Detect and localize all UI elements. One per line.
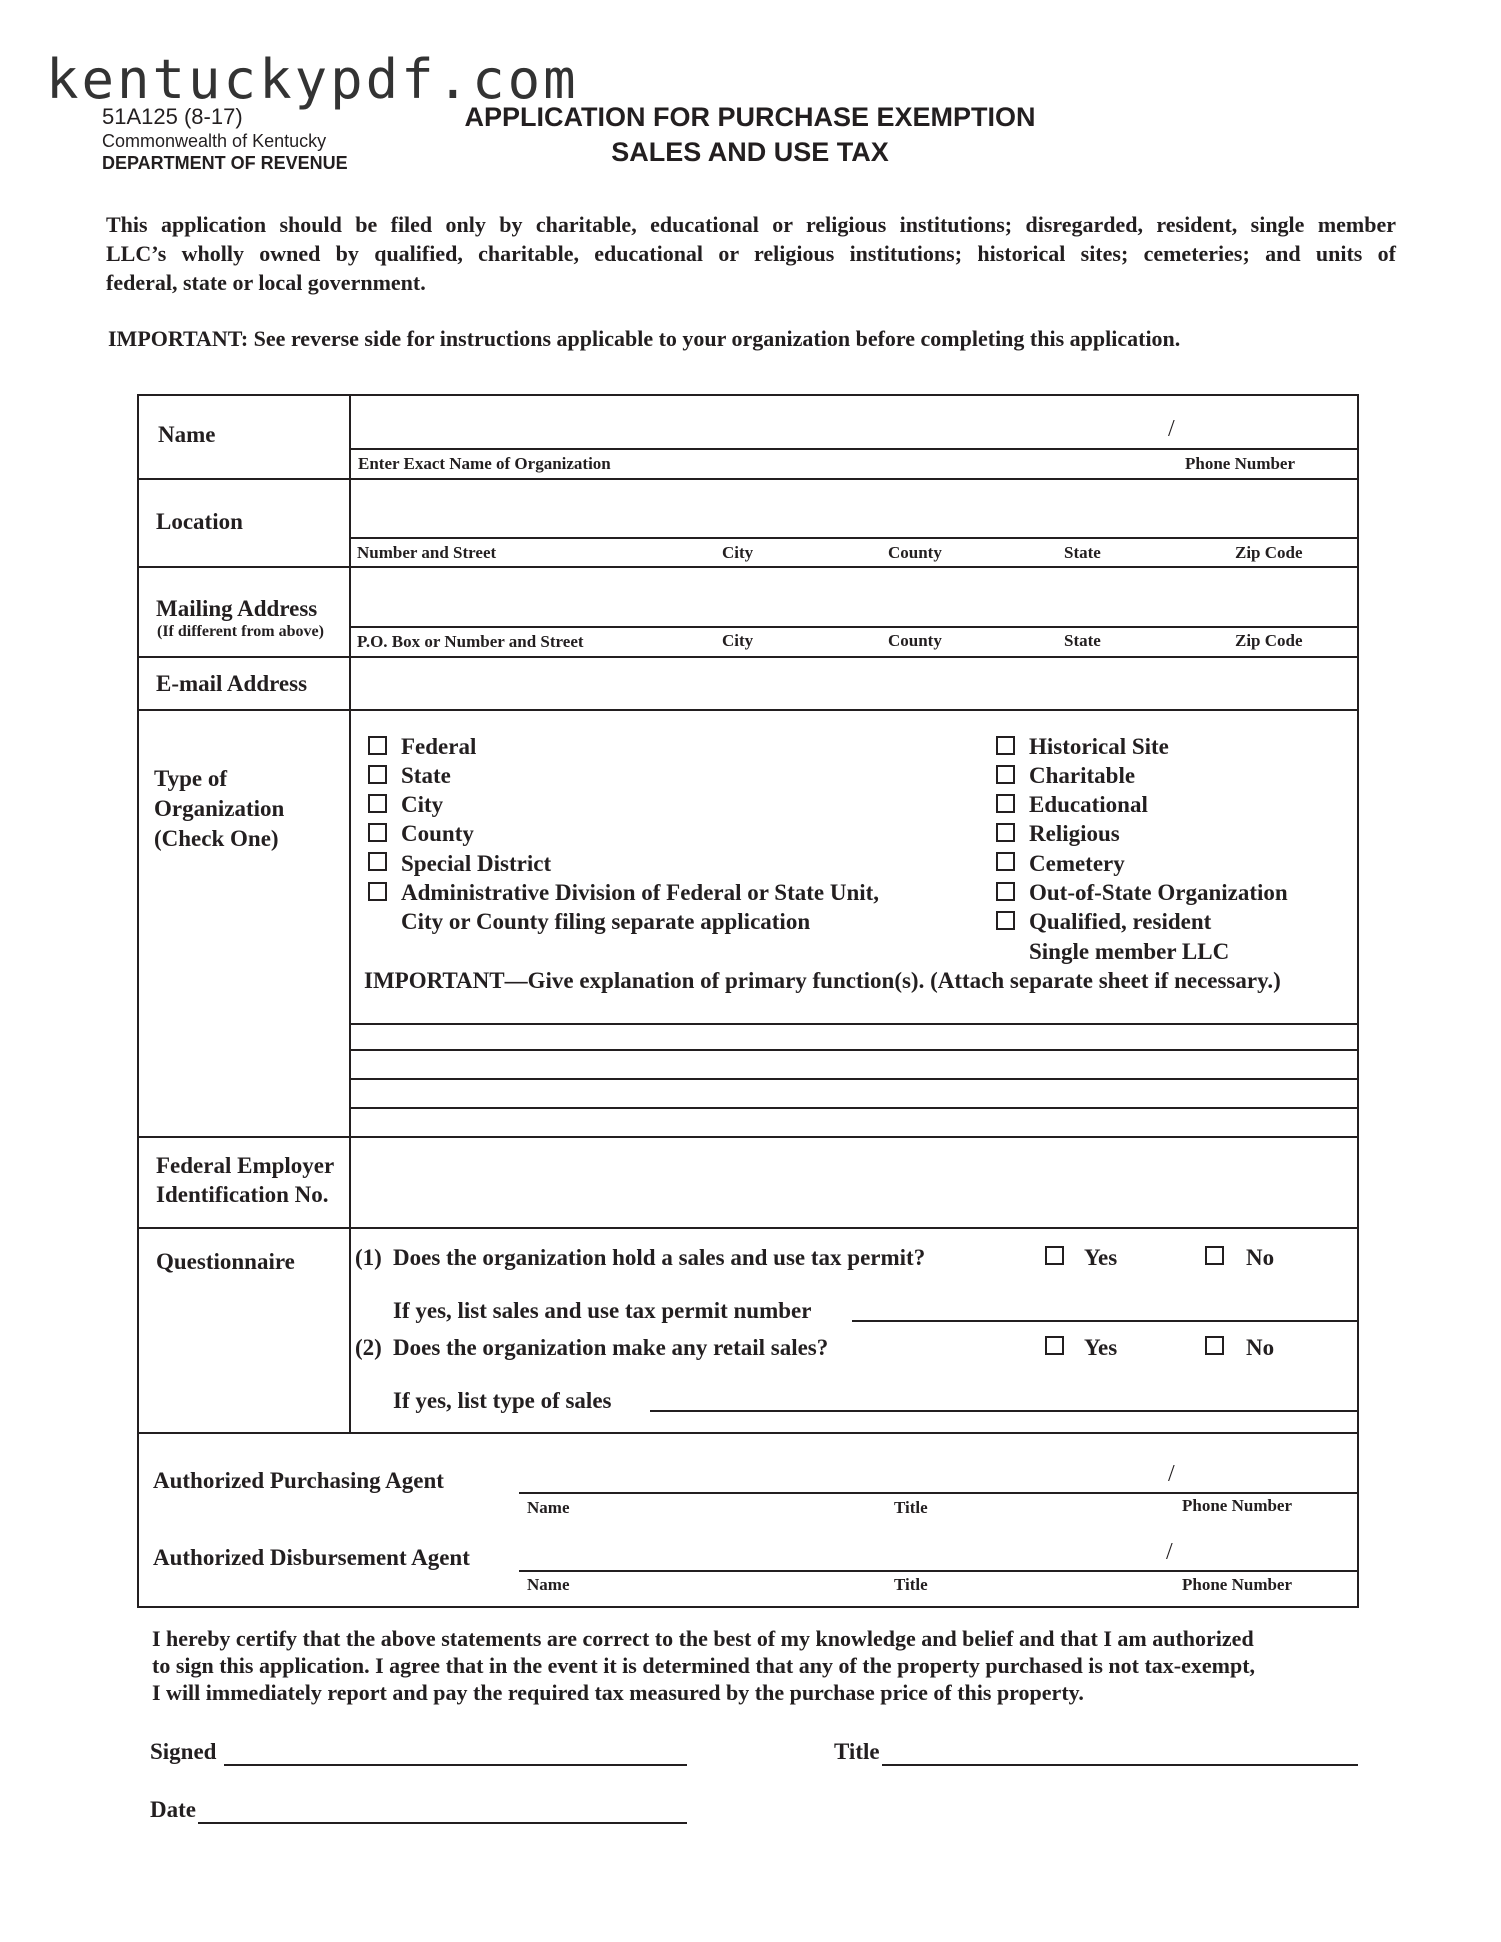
date-label: Date: [150, 1797, 196, 1822]
county-checkbox[interactable]: [368, 823, 387, 842]
purchasing-name-caption: Name: [527, 1498, 570, 1517]
q2-yes-checkbox[interactable]: [1045, 1336, 1064, 1355]
purchasing-phone-caption: Phone Number: [1182, 1496, 1293, 1515]
special-district-option-label: Special District: [401, 851, 552, 876]
zip-caption: Zip Code: [1235, 631, 1303, 650]
purchasing-agent-label: Authorized Purchasing Agent: [153, 1468, 444, 1493]
name-label: Name: [158, 422, 216, 447]
charitable-checkbox[interactable]: [996, 765, 1015, 784]
administrative-division-option-label-cont: City or County filing separate application: [401, 909, 811, 934]
county-caption: County: [888, 631, 942, 650]
organization-type-label-line: Organization: [154, 796, 285, 821]
permit-number-input[interactable]: [856, 1294, 1352, 1318]
fein-label: [156, 1151, 334, 1209]
q1-no-label: No: [1246, 1245, 1275, 1270]
city-caption: City: [722, 631, 754, 650]
signed-label: Signed: [150, 1739, 217, 1764]
email-input[interactable]: [356, 666, 1351, 702]
signature-line: [224, 1764, 687, 1766]
signer-title-input[interactable]: [886, 1736, 1354, 1762]
title-label: Title: [834, 1739, 880, 1764]
single-member-llc-checkbox[interactable]: [996, 911, 1015, 930]
certification-line: I hereby certify that the above statements are correct to the best of my knowledge and belief and that I am authorized: [152, 1626, 1254, 1651]
q1-no-checkbox[interactable]: [1205, 1246, 1224, 1265]
disbursement-name-caption: Name: [527, 1575, 570, 1594]
organization-type-label: [154, 764, 284, 854]
q2-no-checkbox[interactable]: [1205, 1336, 1224, 1355]
form-title: APPLICATION FOR PURCHASE EXEMPTION: [464, 102, 1036, 132]
disbursement-title-caption: Title: [894, 1575, 928, 1594]
single-member-llc-option-label: Qualified, resident: [1029, 909, 1212, 934]
primary-function-line-4[interactable]: [356, 1110, 1351, 1134]
question-1-number: (1): [355, 1245, 382, 1270]
religious-checkbox[interactable]: [996, 823, 1015, 842]
sales-type-input[interactable]: [654, 1384, 1352, 1408]
form-subtitle: SALES AND USE TAX: [611, 137, 889, 167]
street-caption: Number and Street: [357, 543, 497, 562]
form-number: 51A125 (8-17): [102, 104, 243, 129]
county-option-label: County: [401, 821, 474, 846]
disbursement-phone-separator: /: [1166, 1539, 1173, 1565]
mailing-address-label: Mailing Address: [156, 596, 318, 621]
purchasing-agent-input[interactable]: [524, 1464, 1164, 1490]
date-input[interactable]: [202, 1794, 683, 1820]
out-of-state-option-label: Out-of-State Organization: [1029, 880, 1288, 905]
state-caption: State: [1064, 631, 1101, 650]
primary-function-line-2[interactable]: [356, 1053, 1351, 1077]
department-name: DEPARTMENT OF REVENUE: [102, 153, 348, 173]
cemetery-checkbox[interactable]: [996, 852, 1015, 871]
disbursement-agent-input[interactable]: [524, 1542, 1164, 1568]
city-checkbox[interactable]: [368, 794, 387, 813]
permit-number-prompt: If yes, list sales and use tax permit number: [393, 1298, 812, 1323]
administrative-division-checkbox[interactable]: [368, 882, 387, 901]
educational-option-label: Educational: [1029, 792, 1148, 817]
charitable-option-label: Charitable: [1029, 763, 1136, 788]
q1-yes-checkbox[interactable]: [1045, 1246, 1064, 1265]
important-note: IMPORTANT: See reverse side for instructions applicable to your organization before completing this application.: [108, 326, 1181, 351]
location-input[interactable]: [356, 496, 1351, 532]
phone-separator: /: [1168, 416, 1175, 442]
special-district-checkbox[interactable]: [368, 852, 387, 871]
mailing-address-input[interactable]: [356, 585, 1351, 621]
organization-name-input[interactable]: [356, 418, 1156, 446]
fein-label-line: Identification No.: [156, 1182, 329, 1207]
phone-number-caption: Phone Number: [1185, 454, 1296, 473]
organization-type-label-line: (Check One): [154, 826, 279, 851]
po-box-caption: P.O. Box or Number and Street: [357, 632, 584, 651]
watermark-text: kentuckypdf.com: [46, 48, 579, 111]
organization-type-label-line: Type of: [154, 766, 228, 791]
city-caption: City: [722, 543, 754, 562]
city-option-label: City: [401, 792, 444, 817]
disbursement-phone-caption: Phone Number: [1182, 1575, 1293, 1594]
organization-name-caption: Enter Exact Name of Organization: [358, 454, 611, 473]
sales-type-line: [650, 1410, 1358, 1412]
intro-line: federal, state or local government.: [106, 270, 426, 295]
date-line: [198, 1822, 687, 1824]
email-label: E-mail Address: [156, 671, 308, 696]
disbursement-agent-label: Authorized Disbursement Agent: [153, 1545, 470, 1570]
question-1-text: Does the organization hold a sales and use tax permit?: [393, 1245, 926, 1270]
purchasing-agent-line: [519, 1492, 1359, 1494]
q2-yes-label: Yes: [1084, 1335, 1118, 1360]
intro-line: LLC’s wholly owned by qualified, charitable, educational or religious institutions; historical sites; cemeteries; and units of: [106, 241, 1396, 266]
religious-option-label: Religious: [1029, 821, 1120, 846]
question-2-number: (2): [355, 1335, 382, 1360]
out-of-state-checkbox[interactable]: [996, 882, 1015, 901]
certification-statement: [152, 1625, 1255, 1706]
fein-input[interactable]: [356, 1160, 1351, 1200]
purchasing-title-caption: Title: [894, 1498, 928, 1517]
historical-site-checkbox[interactable]: [996, 736, 1015, 755]
certification-line: I will immediately report and pay the required tax measured by the purchase price of this property.: [152, 1680, 1084, 1705]
agency-name: Commonwealth of Kentucky: [102, 131, 327, 151]
q1-yes-label: Yes: [1084, 1245, 1118, 1270]
question-2-text: Does the organization make any retail sales?: [393, 1335, 829, 1360]
title-line: [882, 1764, 1358, 1766]
primary-function-line-1[interactable]: [356, 1026, 1351, 1048]
cemetery-option-label: Cemetery: [1029, 851, 1125, 876]
fein-label-line: Federal Employer: [156, 1153, 335, 1178]
questionnaire-label: Questionnaire: [156, 1249, 295, 1274]
mailing-address-sublabel: (If different from above): [157, 623, 324, 640]
signature-input[interactable]: [228, 1736, 683, 1762]
phone-number-input[interactable]: [1184, 418, 1352, 446]
single-member-llc-option-label-cont: Single member LLC: [1029, 939, 1230, 964]
q2-no-label: No: [1246, 1335, 1275, 1360]
primary-function-note: IMPORTANT—Give explanation of primary function(s). (Attach separate sheet if necessary.): [364, 968, 1281, 993]
certification-line: to sign this application. I agree that in the event it is determined that any of the property purchased is not tax-exempt,: [152, 1653, 1256, 1678]
purchasing-phone-separator: /: [1168, 1461, 1175, 1487]
intro-line: This application should be filed only by charitable, educational or religious institutions; disregarded, resident, single member: [106, 212, 1396, 237]
permit-number-line: [852, 1320, 1358, 1322]
zip-caption: Zip Code: [1235, 543, 1303, 562]
educational-checkbox[interactable]: [996, 794, 1015, 813]
sales-type-prompt: If yes, list type of sales: [393, 1388, 612, 1413]
primary-function-line-3[interactable]: [356, 1081, 1351, 1105]
administrative-division-option-label: Administrative Division of Federal or State Unit,: [401, 880, 880, 905]
state-option-label: State: [401, 763, 451, 788]
intro-paragraph: [106, 210, 1396, 297]
location-label: Location: [156, 509, 243, 534]
historical-site-option-label: Historical Site: [1029, 734, 1169, 759]
state-checkbox[interactable]: [368, 765, 387, 784]
disbursement-agent-phone-input[interactable]: [1184, 1542, 1352, 1568]
disbursement-agent-line: [519, 1570, 1359, 1572]
federal-checkbox[interactable]: [368, 736, 387, 755]
federal-option-label: Federal: [401, 734, 477, 759]
state-caption: State: [1064, 543, 1101, 562]
purchasing-agent-phone-input[interactable]: [1184, 1464, 1352, 1490]
county-caption: County: [888, 543, 942, 562]
